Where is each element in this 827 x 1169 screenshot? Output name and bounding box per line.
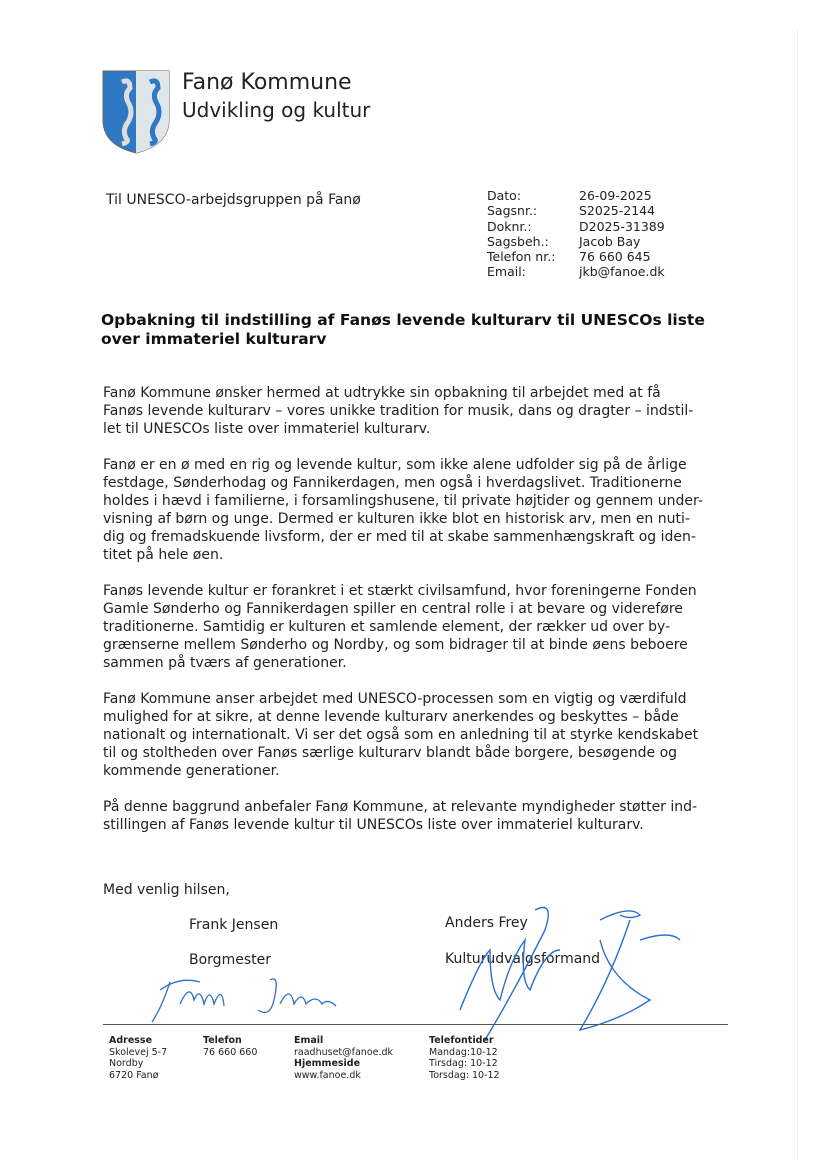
page-edge <box>797 30 798 1160</box>
text-line: stillingen af Fanøs levende kultur til UNESCOs liste over immateriel kulturarv. <box>103 817 644 833</box>
signature-frank-jensen <box>140 960 360 1030</box>
footer-label: Telefontider <box>429 1035 494 1046</box>
meta-value: Jacob Bay <box>579 233 641 249</box>
body-paragraph <box>103 582 743 672</box>
recipient: Til UNESCO-arbejdsgruppen på Fanø <box>106 192 361 208</box>
meta-label: Dato: <box>487 188 522 203</box>
footer-label: Adresse <box>109 1035 153 1046</box>
text-line: nationalt og internationalt. Vi ser det også som en anledning til at styrke kendskabet <box>103 727 699 743</box>
department-name: Udvikling og kultur <box>182 98 371 122</box>
meta-label: Email: <box>487 264 526 280</box>
meta-label: Telefon nr.: <box>487 249 556 265</box>
meta-value: jkb@fanoe.dk <box>579 264 665 280</box>
heading-line: over immateriel kulturarv <box>101 330 327 348</box>
body-paragraph <box>103 690 743 780</box>
footer-address <box>109 1035 167 1081</box>
letter-body <box>103 384 743 852</box>
website-link[interactable]: www.fanoe.dk <box>294 1069 361 1081</box>
phone-value: 76 660 660 <box>203 1046 258 1058</box>
meta-label: Sagsbeh.: <box>487 233 549 249</box>
case-metadata <box>487 188 665 280</box>
footer-label: Email <box>294 1035 324 1046</box>
signature-anders-frey <box>440 900 690 1040</box>
coat-of-arms-logo <box>102 70 170 154</box>
text-line: mulighed for at sikre, at denne levende kulturarv anerkendes og beskyttes – både <box>103 709 679 725</box>
text-line: til og stoltheden over Fanøs særlige kulturarv blandt både borgere, besøgende og <box>103 745 678 761</box>
hours-line: Tirsdag: 10-12 <box>429 1058 498 1069</box>
text-line: Fanøs levende kultur er forankret i et stærkt civilsamfund, hvor foreningerne Fonden <box>103 583 697 599</box>
email-link[interactable]: raadhuset@fanoe.dk <box>294 1046 394 1058</box>
text-line: Fanø Kommune anser arbejdet med UNESCO-processen som en vigtig og værdifuld <box>103 691 687 707</box>
signer-name: Frank Jensen <box>189 917 279 933</box>
address-line: Nordby <box>109 1058 144 1069</box>
body-paragraph <box>103 384 743 438</box>
footer-label: Hjemmeside <box>294 1058 361 1069</box>
text-line: traditionerne. Samtidig er kulturen et samlende element, der rækker ud over by- <box>103 619 671 635</box>
footer-phone <box>203 1035 257 1058</box>
org-name: Fanø Kommune <box>182 70 352 95</box>
address-line: 6720 Fanø <box>109 1069 159 1081</box>
footer-label: Telefon <box>203 1035 242 1046</box>
text-line: Fanø Kommune ønsker hermed at udtrykke sin opbakning til arbejdet med at få <box>103 385 661 401</box>
text-line: kommende generationer. <box>103 763 280 779</box>
text-line: Gamle Sønderho og Fannikerdagen spiller en central rolle i at bevare og videreføre <box>103 601 683 617</box>
meta-label: Doknr.: <box>487 218 532 234</box>
body-paragraph <box>103 456 743 564</box>
text-line: Fanøs levende kulturarv – vores unikke tradition for musik, dans og dragter – indstil- <box>103 403 694 419</box>
text-line: holdes i hævd i familierne, i forsamlingshusene, til private højtider og gennem under- <box>103 493 703 509</box>
footer-hours <box>429 1035 500 1081</box>
text-line: På denne baggrund anbefaler Fanø Kommune, at relevante myndigheder støtter ind- <box>103 799 698 815</box>
text-line: let til UNESCOs liste over immateriel kulturarv. <box>103 421 431 437</box>
heading-line: Opbakning til indstilling af Fanøs levende kulturarv til UNESCOs liste <box>101 311 705 329</box>
footer-email <box>294 1035 393 1081</box>
footer-divider <box>103 1024 728 1025</box>
text-line: dig og fremadskuende livsform, der er med til at skabe sammenhængskraft og iden- <box>103 529 696 545</box>
meta-value: 76 660 645 <box>579 249 651 265</box>
text-line: titet på hele øen. <box>103 547 224 563</box>
text-line: visning af børn og unge. Dermed er kulturen ikke blot en historisk arv, men en nuti- <box>103 511 690 527</box>
meta-label: Sagsnr.: <box>487 203 538 219</box>
signer-name: Anders Frey <box>445 915 528 931</box>
text-line: festdage, Sønderhodag og Fannikerdagen, men også i hverdagslivet. Traditionerne <box>103 475 682 491</box>
text-line: sammen på tværs af generationer. <box>103 655 347 671</box>
hours-line: Torsdag: 10-12 <box>429 1069 500 1081</box>
meta-value: 26-09-2025 <box>579 188 652 203</box>
letter-heading <box>101 311 741 349</box>
address-line: Skolevej 5-7 <box>109 1046 168 1058</box>
text-line: Fanø er en ø med en rig og levende kultur, som ikke alene udfolder sig på de årlige <box>103 457 687 473</box>
body-paragraph <box>103 798 743 834</box>
closing: Med venlig hilsen, <box>103 882 230 898</box>
signer-title: Kulturudvalgsformand <box>445 951 601 967</box>
hours-line: Mandag:10-12 <box>429 1046 498 1058</box>
text-line: grænserne mellem Sønderho og Nordby, og som bidrager til at binde øens beboere <box>103 637 688 653</box>
meta-value: D2025-31389 <box>579 218 665 234</box>
signer-title: Borgmester <box>189 952 271 968</box>
meta-value: S2025-2144 <box>579 203 656 219</box>
